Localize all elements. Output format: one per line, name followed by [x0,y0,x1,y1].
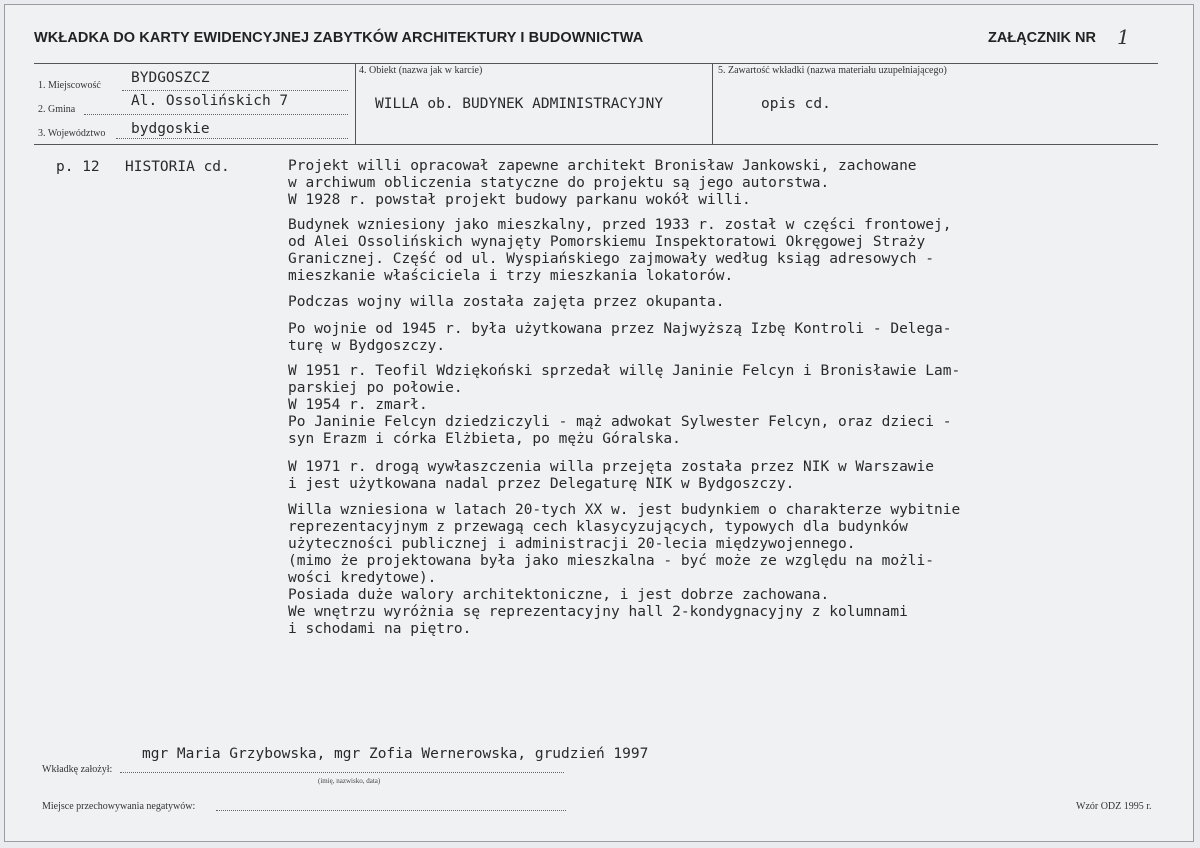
annex-number: 1 [1117,25,1130,49]
section-heading: HISTORIA cd. [125,159,230,175]
annex-label: ZAŁĄCZNIK NR [988,30,1096,46]
zawartosc-value: opis cd. [761,96,831,112]
paragraph-2: Budynek wzniesiony jako mieszkalny, przed 1933 r. został w części frontowej, od Alei Ossolińskich wynajęty Pomorskiemu Inspektoratowi Okręgowej Straży Granicznej. Część od ul. Wyspiańskiego zajmowały według ksiąg adresowych - mieszkanie właściciela i trzy mieszkania lokatorów. [288,217,952,284]
paragraph-1: Projekt willi opracował zapewne architekt Bronisław Jankowski, zachowane w archiwum obliczenia statyczne do projektu są jego autorstwa. W 1928 r. powstał projekt budowy parkanu wokół willi. [288,158,917,208]
gmina-value: Al. Ossolińskich 7 [131,93,289,109]
wojewodztwo-label: 3. Województwo [38,128,106,139]
form-code: Wzór ODZ 1995 r. [1076,801,1152,812]
gmina-label: 2. Gmina [38,104,76,115]
obiekt-value: WILLA ob. BUDYNEK ADMINISTRACYJNY [375,96,664,112]
wojewodztwo-value: bydgoskie [131,121,210,137]
column-divider-2 [712,63,713,145]
negatives-label: Miejsce przechowywania negatywów: [42,801,196,812]
form-title: WKŁADKA DO KARTY EWIDENCYJNEJ ZABYTKÓW ARCHITEKTURY I BUDOWNICTWA [34,30,644,46]
paragraph-3: Podczas wojny willa została zajęta przez okupanta. [288,294,725,310]
author-caption: (imię, nazwisko, data) [318,777,381,785]
negatives-dotline [216,810,566,811]
paragraph-4: Po wojnie od 1945 r. była użytkowana przez Najwyższą Izbę Kontroli - Delega- turę w Bydgoszczy. [288,321,952,354]
miejscowosc-dotline [122,90,348,91]
page-reference: p. 12 [56,159,100,175]
column-divider-1 [355,63,356,145]
paragraph-7: Willa wzniesiona w latach 20-tych XX w. jest budynkiem o charakterze wybitnie reprezentacyjnym z przewagą cech klasycyzujących, typowych dla budynków użyteczności publicznej i administracji 20-lecia międzywojennego. (mimo że projektowana była jako mieszkalna - być może ze względu na możli- wości kredytowe). Posiada duże walory architektoniczne, i jest dobrze zachowana. We wnętrzu wyróżnia sę reprezentacyjny hall 2-kondygnacyjny z kolumnami i schodami na piętro. [288,502,961,637]
paragraph-6: W 1971 r. drogą wywłaszczenia willa przejęta została przez NIK w Warszawie i jest użytkowana nadal przez Delegaturę NIK w Bydgoszczy. [288,459,935,492]
obiekt-label: 4. Obiekt (nazwa jak w karcie) [359,65,483,76]
table-bottom-line [34,144,1158,145]
author-label: Wkładkę założył: [42,764,113,775]
wojewodztwo-dotline [116,138,348,139]
table-top-line [34,63,1158,64]
author-value: mgr Maria Grzybowska, mgr Zofia Wernerowska, grudzień 1997 [142,746,649,762]
paragraph-5: W 1951 r. Teofil Wdziękoński sprzedał willę Janinie Felcyn i Bronisławie Lam- parskiej po połowie. W 1954 r. zmarł. Po Janinie Felcyn dziedziczyli - mąż adwokat Sylwester Felcyn, oraz dzieci - syn Erazm i córka Elżbieta, po mężu Góralska. [288,363,961,447]
zawartosc-label: 5. Zawartość wkładki (nazwa materiału uzupełniającego) [718,65,947,76]
miejscowosc-value: BYDGOSZCZ [131,70,210,86]
author-dotline [120,772,564,773]
miejscowosc-label: 1. Miejscowość [38,80,101,91]
gmina-dotline [84,114,348,115]
